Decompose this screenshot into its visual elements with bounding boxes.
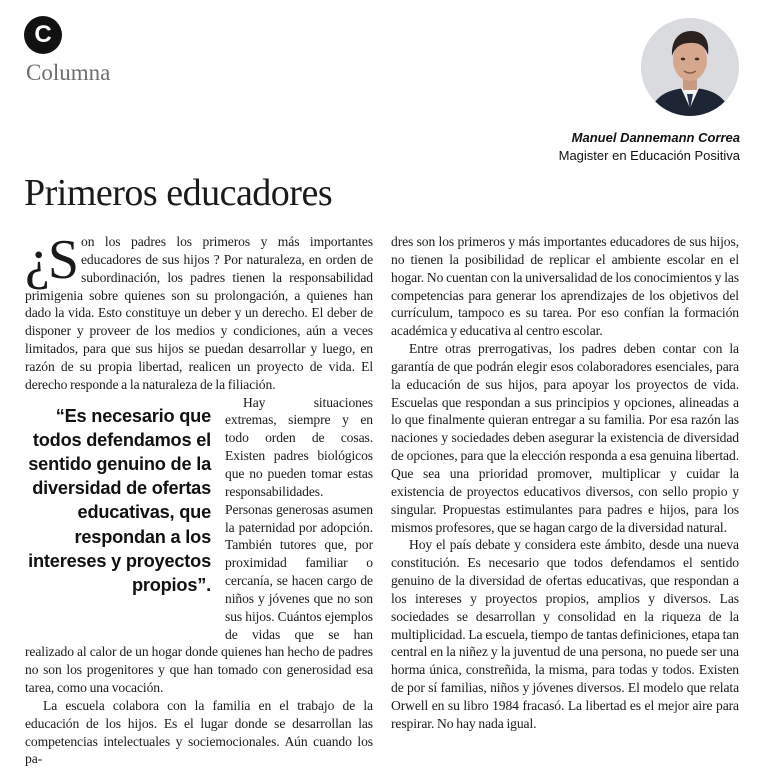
paragraph	[25, 229, 373, 394]
paragraph: La escuela colabora con la familia en el trabajo de la educación de los hijos. Es el lugar donde se desarrollan las competencias intelectuales y sociemocionales. Aún cuando los pa-	[25, 697, 373, 767]
author-portrait-image	[641, 18, 739, 116]
pull-quote: “Es necesario que todos defendamos el sentido genuino de la diversidad de ofertas educativas, que respondan a los intereses y proyectos propios”.	[28, 405, 211, 596]
article-column-right	[391, 233, 739, 733]
article-column-left	[25, 229, 373, 768]
author-title: Magister en Educación Positiva	[558, 148, 740, 163]
paragraph: Hoy el país debate y considera este ámbito, desde una nueva constitución. Es necesario que todos defendamos el sentido genuino de la diversidad de ofertas educativas, que respondan a los intereses y proyectos propios, amplios y diversos. Las sociedades se desarrollan y consolidad en la riqueza de la multiplicidad. La escuela, tiempo de tantas definiciones, etapa tan central en la niñez y la juventud de una persona, no puede ser una horma única, constreñida, la misma, para todas y todos. Existen de por sí familias, niños y jóvenes diversos. El modelo que relata Orwell en su libro 1984 fracasó. La libertad es el mejor aire para respirar. No hay nada igual.	[391, 537, 739, 731]
author-avatar	[641, 18, 739, 116]
section-label: Columna	[26, 60, 111, 85]
paragraph-text: on los padres los primeros y más importantes educadores de sus hijos ? Por naturaleza, en orden de subordinación, los padres tienen la responsabilidad primigenia sobre quienes son su prolongación, a quienes han dado la vida. Esto constituye un deber y un derecho. El deber de disponer y proveer de los medios y condiciones, aún a veces limitados, para que sus hijos se puedan desarrollar y luego, en razón de su propia libertad, realicen un proyecto de vida. El derecho responde a la naturaleza de la filiación.	[25, 234, 373, 392]
section-badge: C	[24, 16, 62, 54]
paragraph: Hay situaciones extremas, siempre y en todo orden de cosas. Existen padres biológicos que no pueden tomar estas responsabilidades. Personas generosas asumen la paternidad por adopción. También tutores que, por proximidad familiar o cercanía, se hacen cargo de niños y jóvenes que no son sus hijos. Cuántos ejemplos de vidas que se han realizado al calor de un hogar donde quienes han hecho de padres no son los progenitores y que han tomado con generosidad esa tarea, como una vocación.	[25, 394, 373, 696]
paragraph: Entre otras prerrogativas, los padres deben contar con la garantía de que podrán elegir esos colaboradores esenciales, para la educación de sus hijos, para apoyar los proyectos de vida. Escuelas que respondan a sus principios y opciones, alineadas a lo que finalmente quieran entregar a su familia. Por esa razón las naciones y sociedades deben asegurar la existencia de diversidad de opciones, para que la elección responda a esa genuina libertad. Que sea una prioridad promover, multiplicar y cuidar la existencia de proyectos educativos diversos, con sello propio y singular. Propuestas estimulantes para padres e hijos, para los mismos profesores, que se hagan cargo de la diversidad natural.	[391, 341, 739, 535]
drop-cap: ¿S	[25, 229, 77, 291]
paragraph: dres son los primeros y más importantes educadores de sus hijos, no tienen la posibilidad de replicar el ambiente escolar en el hogar. No cuentan con la universalidad de los conocimientos y las competencias para generar los aprendizajes de los objetivos del currículum, tampoco es su tarea. Por eso confían la formación académica y educativa al centro escolar.	[391, 234, 739, 339]
article-headline: Primeros educadores	[24, 172, 333, 214]
author-name: Manuel Dannemann Correa	[571, 130, 740, 145]
